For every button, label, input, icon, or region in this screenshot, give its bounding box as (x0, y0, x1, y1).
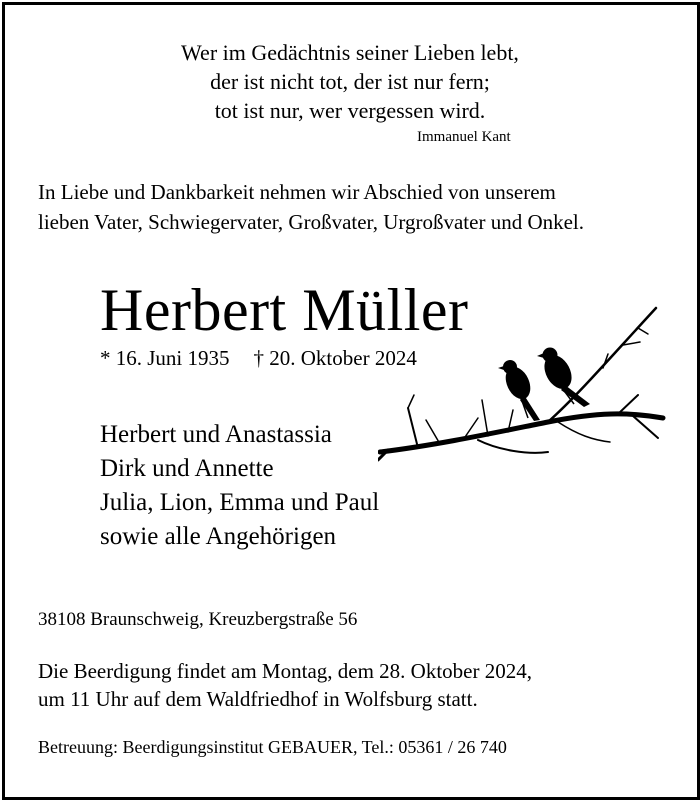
quote-author: Immanuel Kant (417, 129, 511, 145)
bird-right (537, 348, 590, 408)
quote-line-2: der ist nicht tot, der ist nur fern; (210, 69, 490, 94)
funeral-line-1: Die Beerdigung findet am Montag, dem 28. Oktober 2024, (38, 659, 532, 683)
death-date: † 20. Oktober 2024 (253, 346, 417, 370)
family-address: 38108 Braunschweig, Kreuzbergstraße 56 (38, 609, 358, 630)
birds-on-branch-illustration (378, 300, 668, 480)
bird-left (498, 360, 540, 421)
intro-line-1: In Liebe und Dankbarkeit nehmen wir Abschied von unserem (38, 180, 556, 204)
mourner-line-1: Herbert und Anastassia (100, 421, 332, 448)
funeral-home-contact: Betreuung: Beerdigungsinstitut GEBAUER, Tel.: 05361 / 26 740 (38, 737, 507, 757)
intro-line-2: lieben Vater, Schwiegervater, Großvater, Urgroßvater und Onkel. (38, 210, 585, 234)
mourner-line-2: Dirk und Annette (100, 455, 274, 482)
birth-date: * 16. Juni 1935 (100, 346, 230, 370)
quote-line-3: tot ist nur, wer vergessen wird. (214, 98, 486, 123)
mourner-line-3: Julia, Lion, Emma und Paul (100, 489, 380, 516)
deceased-name: Herbert Müller (100, 277, 469, 343)
life-dates (100, 346, 417, 371)
quote-line-1: Wer im Gedächtnis seiner Lieben lebt, (181, 40, 519, 65)
funeral-line-2: um 11 Uhr auf dem Waldfriedhof in Wolfsburg statt. (38, 687, 478, 711)
mourner-line-4: sowie alle Angehörigen (100, 523, 337, 550)
